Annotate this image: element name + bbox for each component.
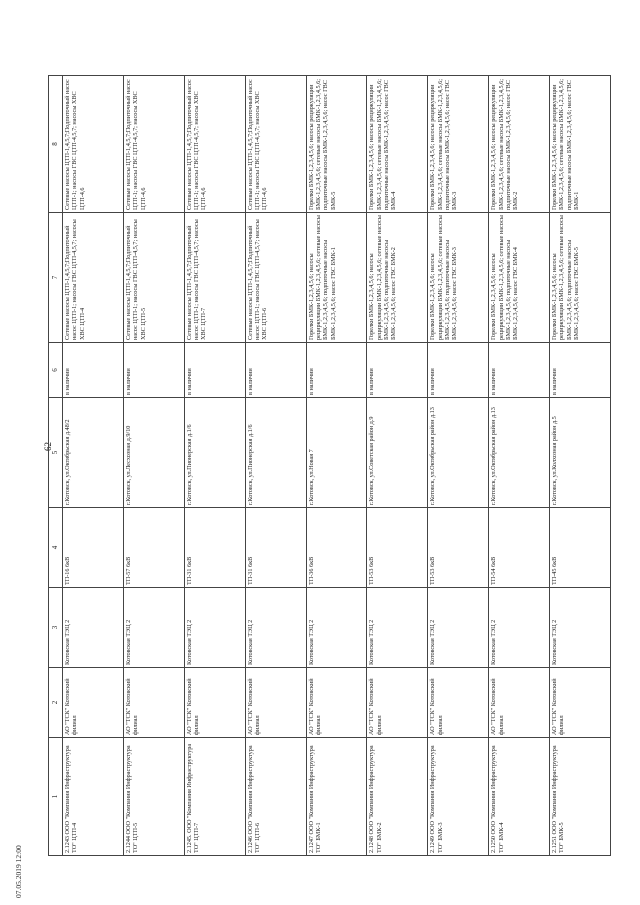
address-cell: г.Котовск, ул.Октябрьская район д.13 bbox=[428, 398, 489, 508]
source-cell: Котовская ТЭЦ 2 bbox=[367, 588, 428, 668]
supplier-cell: АО "ТСК" Котовский филиал bbox=[123, 668, 184, 738]
consumer-name-cell: 2.1251 ООО "Компания Инфраструктура ТО" БМК-5 bbox=[550, 738, 611, 856]
availability-cell: в наличии bbox=[550, 343, 611, 398]
address-cell: г.Котовск, ул.Пионерская д.1/6 bbox=[245, 398, 306, 508]
substation-cell: ТП-53 6кВ bbox=[367, 508, 428, 588]
availability-cell: в наличии bbox=[367, 343, 428, 398]
address-cell: г.Котовск, ул.Пионерская д.1/6 bbox=[184, 398, 245, 508]
consumer-name-cell: 2.1243 ООО "Компания Инфраструктура ТО" ЦТП-4 bbox=[63, 738, 124, 856]
column-header: 5 bbox=[49, 398, 63, 508]
consumer-name-cell: 2.1247 ООО "Компания Инфраструктура ТО" БМК-1 bbox=[306, 738, 367, 856]
page-number: 62 bbox=[43, 442, 53, 451]
address-cell: г.Котовск, ул.Лесхозная д.9/10 bbox=[123, 398, 184, 508]
equipment-cell: Сетевые насосы ЦТП-1,4,5,7;Подпиточный насос ЦТП-1; насосы ГВС ЦТП-4,5,7; насосы ХВС ЦТП-5 bbox=[123, 213, 184, 343]
table-row bbox=[550, 76, 611, 856]
source-cell: Котовская ТЭЦ 2 bbox=[489, 588, 550, 668]
availability-cell: в наличии bbox=[63, 343, 124, 398]
reserve-equipment-cell: Сетевые насосы ЦТП-1,4,5,7;Подпиточный насос ЦТП-1; насосы ГВС ЦТП-4,5,7; насосы ХВС ЦТП-4,6 bbox=[123, 76, 184, 213]
reserve-equipment-cell: Сетевые насосы ЦТП-1,4,5,7;Подпиточный насос ЦТП-1; насосы ГВС ЦТП-4,5,7; насосы ХВС ЦТП-4,6 bbox=[63, 76, 124, 213]
availability-cell: в наличии bbox=[123, 343, 184, 398]
column-number-row bbox=[49, 76, 63, 856]
column-header: 6 bbox=[49, 343, 63, 398]
column-header: 1 bbox=[49, 738, 63, 856]
reserve-equipment-cell: Горелки БМК-1,2,3,4,5,6; насосы рециркуляции БМК-1,2,3,4,5,6; сетевые насосы БМК-1,2,3,4,5,6; подпиточные насосы БМК-1,2,3,4,5,6; насос ГВС БМК-1 bbox=[550, 76, 611, 213]
table-row bbox=[123, 76, 184, 856]
column-header: 3 bbox=[49, 588, 63, 668]
reserve-equipment-cell: Сетевые насосы ЦТП-1,4,5,7;Подпиточный насос ЦТП-1; насосы ГВС ЦТП-4,5,7; насосы ХВС ЦТП-4,6 bbox=[184, 76, 245, 213]
reserve-equipment-cell: Горелки БМК-1,2,3,4,5,6; насосы рециркуляции БМК-1,2,3,4,5,6; сетевые насосы БМК-1,2,3,4,5,6; подпиточные насосы БМК-1,2,3,4,5,6; насос ГВС БМК-2 bbox=[489, 76, 550, 213]
equipment-cell: Сетевые насосы ЦТП-1,4,5,7;Подпиточный насос ЦТП-1; насосы ГВС ЦТП-4,5,7; насосы ХВС ЦТП-7 bbox=[184, 213, 245, 343]
availability-cell: в наличии bbox=[489, 343, 550, 398]
equipment-cell: Сетевые насосы ЦТП-1,4,5,7;Подпиточный насос ЦТП-1; насосы ГВС ЦТП-4,5,7; насосы ХВС ЦТП-6 bbox=[245, 213, 306, 343]
equipment-cell: Горелки БМК-1,2,3,4,5,6; насосы рециркуляции БМК-1,2,3,4,5,6; сетевые насосы БМК-1,2,3,4,5,6; подпиточные насосы БМК-1,2,3,4,5,6; насос ГВС БМК-3 bbox=[428, 213, 489, 343]
equipment-cell: Горелки БМК-1,2,3,4,5,6; насосы рециркуляции БМК-1,2,3,4,5,6; сетевые насосы БМК-1,2,3,4,5,6; подпиточные насосы БМК-1,2,3,4,5,6; насос ГВС БМК-1 bbox=[306, 213, 367, 343]
power-supply-table bbox=[48, 75, 611, 856]
substation-cell: ТП-31 6кВ bbox=[245, 508, 306, 588]
table-row bbox=[306, 76, 367, 856]
availability-cell: в наличии bbox=[428, 343, 489, 398]
availability-cell: в наличии bbox=[245, 343, 306, 398]
consumer-name-cell: 2.1245. ООО "Компания Инфраструктура ТО" ЦТП-7 bbox=[184, 738, 245, 856]
print-timestamp: 07.05.2019 12:00 bbox=[14, 845, 23, 898]
availability-cell: в наличии bbox=[184, 343, 245, 398]
source-cell: Котовская ТЭЦ 2 bbox=[123, 588, 184, 668]
table-row bbox=[245, 76, 306, 856]
address-cell: г.Котовск, ул.Октябрьская д.48/2 bbox=[63, 398, 124, 508]
substation-cell: ТП-16 6кВ bbox=[63, 508, 124, 588]
availability-cell: в наличии bbox=[306, 343, 367, 398]
rotated-table-container bbox=[48, 76, 608, 856]
supplier-cell: АО "ТСК" Котовский филиал bbox=[367, 668, 428, 738]
substation-cell: ТП-53 6кВ bbox=[428, 508, 489, 588]
source-cell: Котовская ТЭЦ 2 bbox=[184, 588, 245, 668]
address-cell: г.Котовск, ул.Советская район д.9 bbox=[367, 398, 428, 508]
substation-cell: ТП-57 6кВ bbox=[123, 508, 184, 588]
source-cell: Котовская ТЭЦ 2 bbox=[306, 588, 367, 668]
substation-cell: ТП-45 6кВ bbox=[550, 508, 611, 588]
equipment-cell: Горелки БМК-1,2,3,4,5,6; насосы рециркуляции БМК-1,2,3,4,5,6; сетевые насосы БМК-1,2,3,4,5,6; подпиточные насосы БМК-1,2,3,4,5,6; насос ГВС БМК-4 bbox=[489, 213, 550, 343]
consumer-name-cell: 2.1244 ООО "Компания Инфраструктура ТО" ЦТП-5 bbox=[123, 738, 184, 856]
substation-cell: ТП-54 6кВ bbox=[489, 508, 550, 588]
table-row bbox=[367, 76, 428, 856]
source-cell: Котовская ТЭЦ 2 bbox=[63, 588, 124, 668]
source-cell: Котовская ТЭЦ 2 bbox=[428, 588, 489, 668]
consumer-name-cell: 2.1250 ООО "Компания Инфраструктура ТО" БМК-4 bbox=[489, 738, 550, 856]
supplier-cell: АО "ТСК" Котовский филиал bbox=[489, 668, 550, 738]
reserve-equipment-cell: Сетевые насосы ЦТП-1,4,5,7;Подпиточный насос ЦТП-1; насосы ГВС ЦТП-4,5,7; насосы ХВС ЦТП-4,6 bbox=[245, 76, 306, 213]
reserve-equipment-cell: Горелки БМК-1,2,3,4,5,6; насосы рециркуляции БМК-1,2,3,4,5,6; сетевые насосы БМК-1,2,3,4,5,6; подпиточные насосы БМК-1,2,3,4,5,6; насос ГВС БМК-3 bbox=[428, 76, 489, 213]
substation-cell: ТП-36 6кВ bbox=[306, 508, 367, 588]
supplier-cell: АО "ТСК" Котовский филиал bbox=[63, 668, 124, 738]
supplier-cell: АО "ТСК" Котовский филиал bbox=[306, 668, 367, 738]
table-row bbox=[489, 76, 550, 856]
column-header: 2 bbox=[49, 668, 63, 738]
substation-cell: ТП-31 6кВ bbox=[184, 508, 245, 588]
address-cell: г.Котовск, ул.Колхозная район д.5 bbox=[550, 398, 611, 508]
column-header: 4 bbox=[49, 508, 63, 588]
equipment-cell: Горелки БМК-1,2,3,4,5,6; насосы рециркуляции БМК-1,2,3,4,5,6; сетевые насосы БМК-1,2,3,4,5,6; подпиточные насосы БМК-1,2,3,4,5,6; насос ГВС БМК-5 bbox=[550, 213, 611, 343]
reserve-equipment-cell: Горелки БМК-1,2,3,4,5,6; насосы рециркуляции БМК-1,2,3,4,5,6; сетевые насосы БМК-1,2,3,4,5,6; подпиточные насосы БМК-1,2,3,4,5,6; насос ГВС БМК-4 bbox=[367, 76, 428, 213]
consumer-name-cell: 2.1246 ООО "Компания Инфраструктура ТО" ЦТП-6 bbox=[245, 738, 306, 856]
reserve-equipment-cell: Горелки БМК-1,2,3,4,5,6; насосы рециркуляции БМК-1,2,3,4,5,6; сетевые насосы БМК-1,2,3,4,5,6; подпиточные насосы БМК-1,2,3,4,5,6; насос ГВС БМК-5 bbox=[306, 76, 367, 213]
address-cell: г.Котовск, ул.Октябрьская район д.13 bbox=[489, 398, 550, 508]
equipment-cell: Горелки БМК-1,2,3,4,5,6; насосы рециркуляции БМК-1,2,3,4,5,6; сетевые насосы БМК-1,2,3,4,5,6; подпиточные насосы БМК-1,2,3,4,5,6; насос ГВС БМК-2 bbox=[367, 213, 428, 343]
table-row bbox=[63, 76, 124, 856]
column-header: 8 bbox=[49, 76, 63, 213]
address-cell: г.Котовск, ул.Новая 7 bbox=[306, 398, 367, 508]
consumer-name-cell: 2.1248 ООО "Компания Инфраструктура ТО" БМК-2 bbox=[367, 738, 428, 856]
source-cell: Котовская ТЭЦ 2 bbox=[550, 588, 611, 668]
table-row bbox=[428, 76, 489, 856]
equipment-cell: Сетевые насосы ЦТП-1,4,5,7;Подпиточный насос ЦТП-1; насосы ГВС ЦТП-4,5,7; насосы ХВС ЦТП-4 bbox=[63, 213, 124, 343]
source-cell: Котовская ТЭЦ 2 bbox=[245, 588, 306, 668]
supplier-cell: АО "ТСК" Котовский филиал bbox=[428, 668, 489, 738]
consumer-name-cell: 2.1249 ООО "Компания Инфраструктура ТО" БМК-3 bbox=[428, 738, 489, 856]
supplier-cell: АО "ТСК" Котовский филиал bbox=[245, 668, 306, 738]
supplier-cell: АО "ТСК" Котовский филиал bbox=[550, 668, 611, 738]
table-row bbox=[184, 76, 245, 856]
supplier-cell: АО "ТСК" Котовский филиал bbox=[184, 668, 245, 738]
column-header: 7 bbox=[49, 213, 63, 343]
